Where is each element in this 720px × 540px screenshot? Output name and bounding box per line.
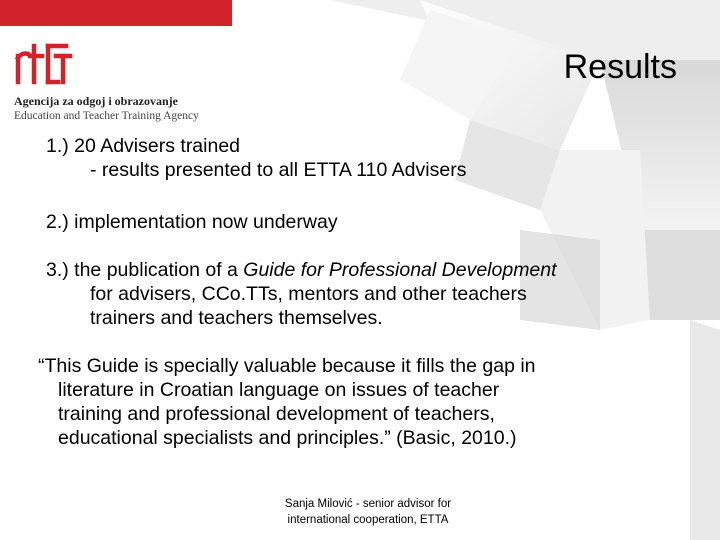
list-item-2 [46,210,338,234]
org-name-english: Education and Teacher Training Agency [14,110,199,122]
item-2-main: 2.) implementation now underway [46,211,338,233]
item-1-main: 1.) 20 Advisers trained [46,135,241,157]
quote-line-1: “This Guide is specially valuable because it fills the gap in [38,355,536,377]
quote-line-4: educational specialists and principles.” (Basic, 2010.) [58,427,517,449]
footer-line-1: Sanja Milović - senior advisor for [284,498,452,510]
quote-line-3: training and professional development of teachers, [58,403,495,425]
quote-line-2: literature in Croatian language on issues of teacher [58,379,500,401]
item-3-guide-title: Guide for Professional Development [243,259,557,281]
quote-block [38,354,698,450]
etta-logo-icon [14,42,74,86]
organization-name [14,94,199,124]
item-1-sub: - results presented to all ETTA 110 Advisers [90,159,467,181]
slide-title: Results [563,48,677,86]
footer-author [258,496,478,528]
item-3-continuation-2: trainers and teachers themselves. [90,307,383,329]
org-name-croatian: Agencija za odgoj i obrazovanje [14,94,178,108]
brand-top-bar [0,0,232,26]
list-item-3 [46,258,557,330]
item-3-prefix: 3.) the publication of a [46,259,244,281]
item-3-continuation-1: for advisers, CCo.TTs, mentors and other teachers [90,283,527,305]
list-item-1 [46,134,466,182]
footer-line-2: international cooperation, ETTA [287,514,449,526]
